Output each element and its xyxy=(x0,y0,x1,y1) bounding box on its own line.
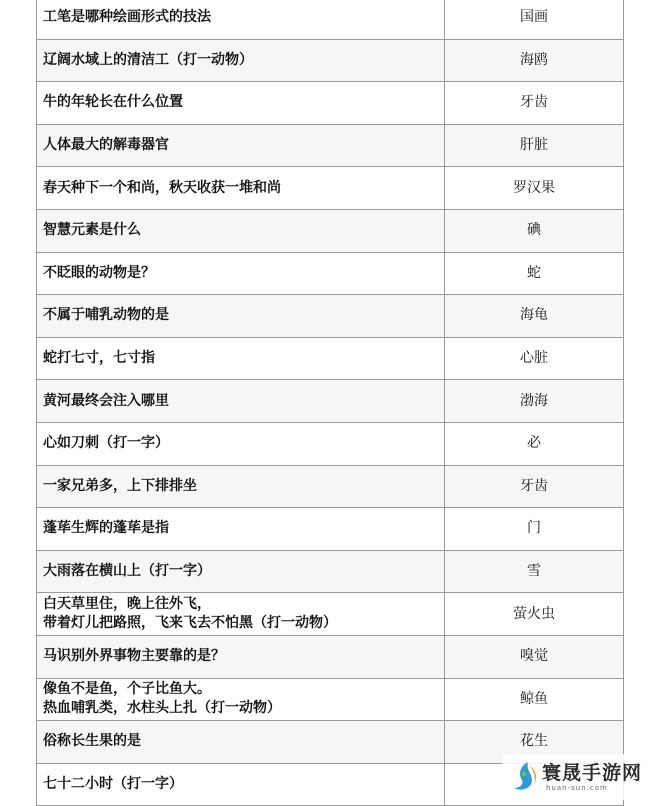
table-row xyxy=(37,0,624,39)
question-text: 热血哺乳类，水柱头上扎（打一动物） xyxy=(43,700,281,717)
answer-cell: 罗汉果 xyxy=(445,167,624,210)
watermark-brand: 寰晟手游网 xyxy=(542,762,643,784)
table-row xyxy=(37,593,624,636)
question-cell xyxy=(37,0,445,39)
answer-cell: 渤海 xyxy=(445,380,624,423)
answer-cell: 蛇 xyxy=(445,252,624,295)
question-text: 俗称长生果的是 xyxy=(43,733,141,750)
answer-cell: 牙齿 xyxy=(445,82,624,125)
question-text: 心如刀刺（打一字） xyxy=(43,435,169,452)
question-cell xyxy=(37,124,445,167)
table-row xyxy=(37,422,624,465)
table-row xyxy=(37,209,624,252)
answer-cell: 海鸥 xyxy=(445,39,624,82)
question-cell xyxy=(37,337,445,380)
question-text: 不眨眼的动物是？ xyxy=(43,264,155,281)
answer-cell: 必 xyxy=(445,422,624,465)
table-row xyxy=(37,124,624,167)
question-cell xyxy=(37,209,445,252)
question-cell xyxy=(37,167,445,210)
question-text: 马识别外界事物主要靠的是？ xyxy=(43,648,225,665)
brand-logo-icon xyxy=(510,760,540,792)
question-cell xyxy=(37,422,445,465)
question-cell xyxy=(37,678,445,721)
question-text: 黄河最终会注入哪里 xyxy=(43,392,169,409)
qa-table xyxy=(36,0,624,806)
answer-cell: 牙齿 xyxy=(445,465,624,508)
question-cell xyxy=(37,39,445,82)
answer-cell: 国画 xyxy=(445,0,624,39)
table-row xyxy=(37,380,624,423)
answer-cell: 鲸鱼 xyxy=(445,678,624,721)
site-watermark xyxy=(502,754,648,800)
answer-cell: 海龟 xyxy=(445,295,624,338)
question-cell xyxy=(37,295,445,338)
question-text: 蓬荜生辉的蓬荜是指 xyxy=(43,520,169,537)
table-row xyxy=(37,635,624,678)
table-row xyxy=(37,167,624,210)
table-row xyxy=(37,82,624,125)
question-cell xyxy=(37,763,445,806)
question-text: 带着灯儿把路照，飞来飞去不怕黑（打一动物） xyxy=(43,615,337,632)
answer-cell: 碘 xyxy=(445,209,624,252)
answer-cell: 门 xyxy=(445,508,624,551)
table-row xyxy=(37,337,624,380)
question-text: 白天草里住，晚上往外飞， xyxy=(43,596,211,613)
question-cell xyxy=(37,380,445,423)
question-text: 七十二小时（打一字） xyxy=(43,775,183,792)
watermark-url: huan-sun.com xyxy=(546,784,608,792)
table-row xyxy=(37,465,624,508)
question-cell xyxy=(37,82,445,125)
question-cell xyxy=(37,465,445,508)
question-cell xyxy=(37,721,445,764)
table-row xyxy=(37,550,624,593)
answer-cell: 雪 xyxy=(445,550,624,593)
question-text: 牛的年轮长在什么位置 xyxy=(43,94,183,111)
question-text: 蛇打七寸，七寸指 xyxy=(43,350,155,367)
question-cell xyxy=(37,508,445,551)
table-row xyxy=(37,295,624,338)
question-text: 春天种下一个和尚，秋天收获一堆和尚 xyxy=(43,179,281,196)
answer-cell: 心脏 xyxy=(445,337,624,380)
question-text: 人体最大的解毒器官 xyxy=(43,137,169,154)
question-cell xyxy=(37,635,445,678)
question-text: 辽阔水域上的清洁工（打一动物） xyxy=(43,51,253,68)
answer-cell: 萤火虫 xyxy=(445,593,624,636)
question-text: 智慧元素是什么 xyxy=(43,222,141,239)
table-row xyxy=(37,508,624,551)
question-text: 大雨落在横山上（打一字） xyxy=(43,563,211,580)
question-text: 不属于哺乳动物的是 xyxy=(43,307,169,324)
question-cell xyxy=(37,550,445,593)
question-text: 一家兄弟多，上下排排坐 xyxy=(43,477,197,494)
table-row xyxy=(37,678,624,721)
answer-cell: 花生 xyxy=(445,721,624,764)
question-text: 像鱼不是鱼，个子比鱼大。 xyxy=(43,681,211,698)
table-row xyxy=(37,252,624,295)
answer-cell: 嗅觉 xyxy=(445,635,624,678)
answer-cell: 肝脏 xyxy=(445,124,624,167)
question-cell xyxy=(37,252,445,295)
question-cell xyxy=(37,593,445,636)
table-row xyxy=(37,39,624,82)
question-text: 工笔是哪种绘画形式的技法 xyxy=(43,9,211,26)
